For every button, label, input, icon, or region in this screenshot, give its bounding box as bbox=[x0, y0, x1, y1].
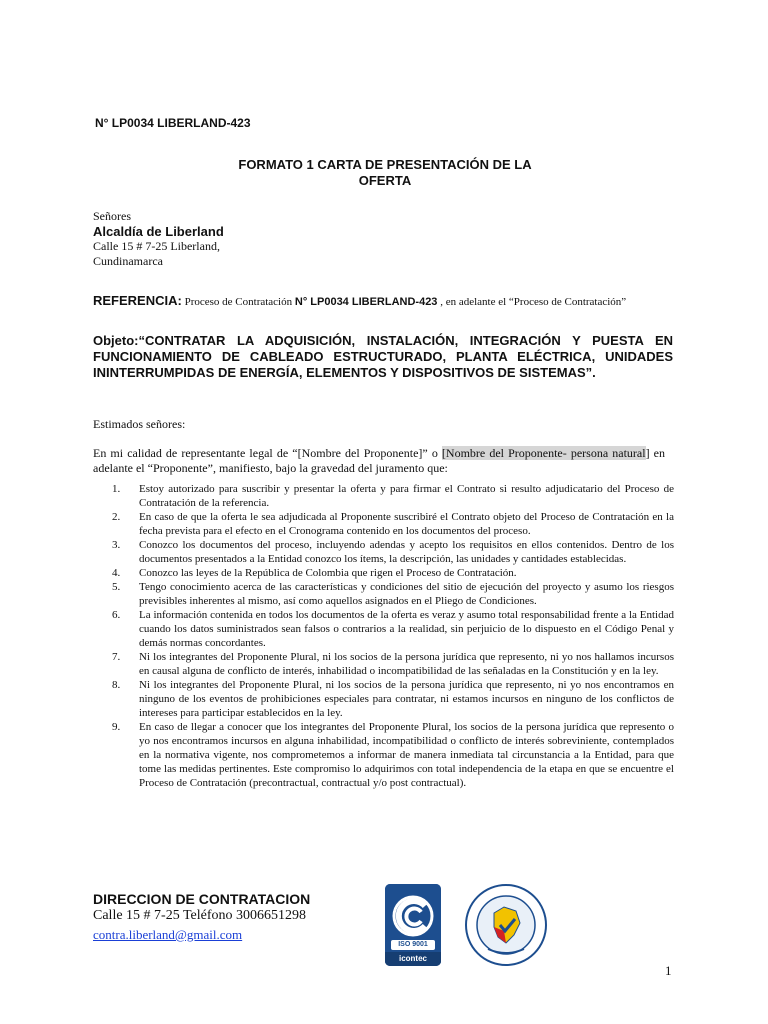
reference-paragraph bbox=[93, 293, 671, 310]
reference-number: N° LP0034 LIBERLAND-423 bbox=[294, 296, 438, 308]
list-text: Conozco los documentos del proceso, incluyendo adendas y acepto los requisitos en ellos contenidos. Dentro de los documentos presentados a la Entidad conozco los ítems, la descripción, las unidades y cantidades establecidas. bbox=[139, 539, 674, 565]
list-item bbox=[112, 538, 674, 566]
list-text: Tengo conocimiento acerca de las características y condiciones del sitio de ejecución del proyecto y asumo los riesgos previsibles inherentes al mismo, así como aquellos asignados en el Pliego de Condiciones. bbox=[139, 581, 674, 607]
list-number: 1. bbox=[112, 483, 121, 495]
list-item bbox=[112, 580, 674, 608]
title-line-1: FORMATO 1 CARTA DE PRESENTACIÓN DE LA bbox=[238, 157, 532, 172]
document-title bbox=[200, 157, 570, 189]
list-text: Ni los integrantes del Proponente Plural, ni los socios de la persona jurídica que represento, ni yo nos encontramos en ninguno de los eventos de prohibiciones especiales para contratar, ni estamos incursos en ninguno de los conflictos de intereses para participar establecidos en la ley. bbox=[139, 679, 674, 719]
objeto-label: Objeto: bbox=[93, 333, 139, 348]
intro-part-1: En mi calidad de representante legal de “[Nombre del Proponente]” o bbox=[93, 446, 442, 460]
list-number: 8. bbox=[112, 679, 121, 691]
reference-label: REFERENCIA: bbox=[93, 293, 182, 308]
list-text: La información contenida en todos los documentos de la oferta es veraz y asumo total responsabilidad frente a la Entidad cuando los datos suministrados sean falsos o contrarios a la realidad, sin perjuicio de lo dispuesto en el Código Penal y demás normas concordantes. bbox=[139, 609, 674, 649]
list-number: 7. bbox=[112, 651, 121, 663]
salutation: Señores bbox=[93, 209, 131, 223]
footer-email-link[interactable]: contra.liberland@gmail.com bbox=[93, 927, 243, 942]
greeting: Estimados señores: bbox=[93, 417, 186, 431]
intro-part-2: ] en adelante el “Proponente”, manifiesto, bajo la gravedad del juramento que: bbox=[93, 446, 665, 475]
list-item bbox=[112, 482, 674, 510]
list-text: Conozco las leyes de la República de Colombia que rigen el Proceso de Contratación. bbox=[139, 567, 517, 579]
page-number: 1 bbox=[665, 963, 672, 978]
objeto-paragraph bbox=[93, 333, 673, 381]
list-text: En caso de que la oferta le sea adjudicada al Proponente suscribiré el Contrato objeto del Proceso de Contratación en la fecha prevista para el efecto en el Cronograma contenido en los documentos del proceso. bbox=[139, 511, 674, 537]
reference-text-a: Proceso de Contratación bbox=[181, 296, 295, 308]
iso-label: ISO 9001 bbox=[398, 941, 428, 948]
iso-brand: icontec bbox=[398, 954, 427, 963]
intro-paragraph bbox=[93, 446, 665, 476]
list-item bbox=[112, 608, 674, 650]
footer-department: DIRECCION DE CONTRATACION bbox=[93, 891, 311, 907]
declarations-list bbox=[112, 482, 674, 790]
list-item bbox=[112, 720, 674, 790]
list-number: 4. bbox=[112, 567, 121, 579]
list-text: En caso de llegar a conocer que los integrantes del Proponente Plural, los socios de la persona jurídica que represento o yo nos encontramos incursos en alguna inhabilidad, incompatibilidad o conflicto de interés sobreviniente, contemplados en la normativa vigente, nos comprometemos a informar de manera inmediata tal circunstancia a la Entidad, para que tome las medidas pertinentes. Este compromiso lo adquirimos con total independencia de la etapa en que se encuentre el Proceso de Contratación (precontractual, contractual y/o post contractual). bbox=[139, 721, 674, 789]
list-number: 9. bbox=[112, 721, 121, 733]
list-text: Estoy autorizado para suscribir y presentar la oferta y para firmar el Contrato si resulto adjudicatario del Proceso de Contratación de la referencia. bbox=[139, 483, 674, 509]
list-number: 6. bbox=[112, 609, 121, 621]
recipient-block bbox=[93, 209, 224, 269]
intro-highlight: [Nombre del Proponente- persona natural bbox=[441, 446, 646, 460]
list-number: 5. bbox=[112, 581, 121, 593]
list-number: 3. bbox=[112, 539, 121, 551]
list-item bbox=[112, 678, 674, 720]
document-number: N° LP0034 LIBERLAND-423 bbox=[95, 116, 251, 130]
title-line-2: OFERTA bbox=[358, 173, 412, 188]
recipient-org: Alcaldía de Liberland bbox=[93, 224, 224, 239]
list-item bbox=[112, 510, 674, 538]
objeto-text: “CONTRATAR LA ADQUISICIÓN, INSTALACIÓN, INTEGRACIÓN Y PUESTA EN FUNCIONAMIENTO DE CABLEADO ESTRUCTURADO, PLANTA ELÉCTRICA, UNIDADES ININTERRUMPIDAS DE ENERGÍA, ELEMENTOS Y DISPOSITIVOS DE SISTEMAS”. bbox=[93, 333, 673, 380]
recipient-address-2: Cundinamarca bbox=[93, 254, 163, 268]
recipient-address-1: Calle 15 # 7-25 Liberland, bbox=[93, 239, 220, 253]
certification-seal-icon bbox=[464, 883, 548, 967]
list-number: 2. bbox=[112, 511, 121, 523]
list-item bbox=[112, 566, 674, 580]
list-text: Ni los integrantes del Proponente Plural, ni los socios de la persona jurídica que represento, ni yo nos hallamos incursos en causal alguna de conflicto de interés, inhabilidad o incompatibilidad de las señaladas en la Constitución y en la ley. bbox=[139, 651, 674, 677]
reference-text-b: , en adelante el “Proceso de Contratación” bbox=[437, 296, 627, 308]
list-item bbox=[112, 650, 674, 678]
iso-9001-certification-logo bbox=[385, 884, 441, 966]
footer-address: Calle 15 # 7-25 Teléfono 3006651298 bbox=[93, 908, 307, 923]
